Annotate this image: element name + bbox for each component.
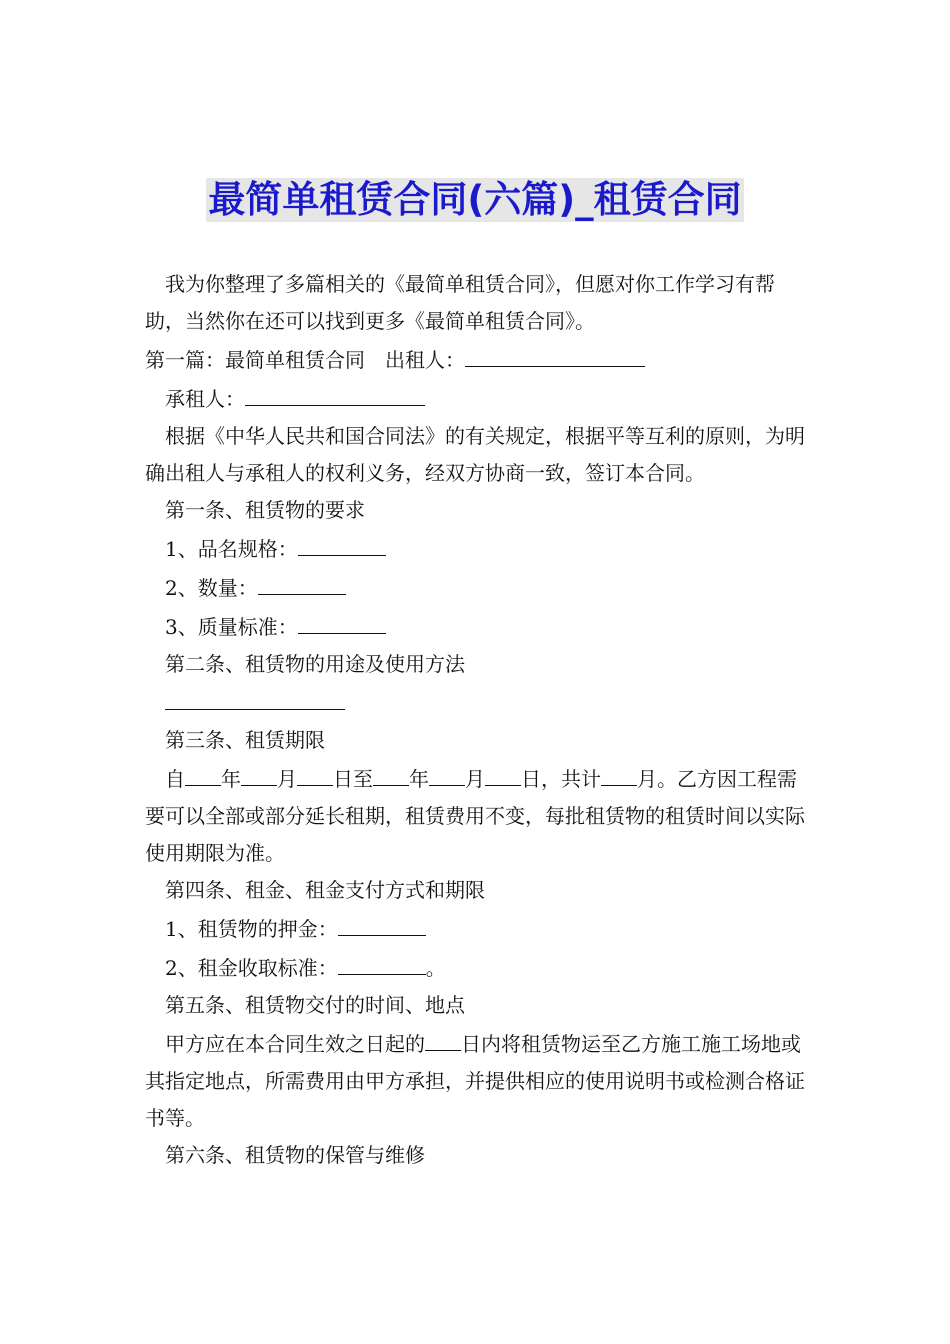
article1-item2 — [145, 568, 809, 607]
end-day-blank — [485, 759, 521, 786]
end-month-blank — [429, 759, 465, 786]
start-year-blank — [185, 759, 221, 786]
art3-day-total: 日，共计 — [521, 767, 601, 791]
article5-paragraph — [145, 1024, 809, 1137]
start-day-blank — [297, 759, 333, 786]
quality-blank — [298, 607, 386, 634]
preamble-paragraph: 根据《中华人民共和国合同法》的有关规定，根据平等互利的原则，为明确出租人与承租人的权利义务，经双方协商一致，签订本合同。 — [145, 424, 805, 485]
delivery-days-blank — [425, 1024, 461, 1051]
section1-header-text: 第一篇：最简单租赁合同 出租人： — [145, 348, 465, 372]
article4-title: 第四条、租金、租金支付方式和期限 — [165, 878, 485, 902]
intro-paragraph: 我为你整理了多篇相关的《最简单租赁合同》，但愿对你工作学习有帮助，当然你在还可以找到更多《最简单租赁合同》。 — [145, 272, 775, 333]
art5-text-b: 日内将租赁物运至乙方施工施工场地或其指定地点，所需费用由甲方承担，并提供相应的使用说明书或检测合格证书等。 — [145, 1032, 805, 1130]
article2-title: 第二条、租赁物的用途及使用方法 — [165, 652, 465, 676]
article4-item1-label: 1、租赁物的押金： — [165, 917, 338, 941]
quantity-blank — [258, 568, 346, 595]
article1-item2-label: 2、数量： — [165, 576, 258, 600]
article4-item2-label: 2、租金收取标准： — [165, 956, 338, 980]
article5-title: 第五条、租赁物交付的时间、地点 — [165, 993, 465, 1017]
lessee-line — [145, 379, 809, 418]
art3-month-tail: 月。乙方因工程需要可以全部或部分延长租期，租赁费用不变，每批租赁物的租赁时间以实际使用期限为准。 — [145, 767, 805, 865]
article6-title: 第六条、租赁物的保管与维修 — [165, 1143, 425, 1167]
usage-blank — [165, 683, 345, 710]
article1-item3-label: 3、质量标准： — [165, 615, 298, 639]
spec-blank — [298, 529, 386, 556]
art3-year1: 年 — [221, 767, 241, 791]
art3-month2: 月 — [465, 767, 485, 791]
total-months-blank — [601, 759, 637, 786]
end-year-blank — [373, 759, 409, 786]
article4-item1 — [145, 909, 809, 948]
section1-header — [145, 340, 809, 379]
article1-item3 — [145, 607, 809, 646]
lessee-blank — [245, 379, 425, 406]
article3-paragraph — [145, 759, 809, 872]
article2-blank-line — [145, 683, 809, 722]
article4-item2 — [145, 948, 809, 987]
article1-title: 第一条、租赁物的要求 — [165, 498, 365, 522]
document-body — [145, 266, 809, 1174]
art3-from: 自 — [165, 767, 185, 791]
article1-item1 — [145, 529, 809, 568]
lessor-blank — [465, 340, 645, 367]
article4-item2-end: 。 — [425, 956, 446, 980]
art3-day-to: 日至 — [333, 767, 373, 791]
title-area — [0, 178, 950, 222]
rent-standard-blank — [338, 948, 426, 975]
art3-month1: 月 — [277, 767, 297, 791]
lessee-label: 承租人： — [165, 387, 245, 411]
article1-item1-label: 1、品名规格： — [165, 537, 298, 561]
art3-year2: 年 — [409, 767, 429, 791]
article3-title: 第三条、租赁期限 — [165, 728, 325, 752]
art5-text-a: 甲方应在本合同生效之日起的 — [165, 1032, 425, 1056]
deposit-blank — [338, 909, 426, 936]
start-month-blank — [241, 759, 277, 786]
page-title: 最简单租赁合同(六篇)_租赁合同 — [208, 178, 742, 221]
